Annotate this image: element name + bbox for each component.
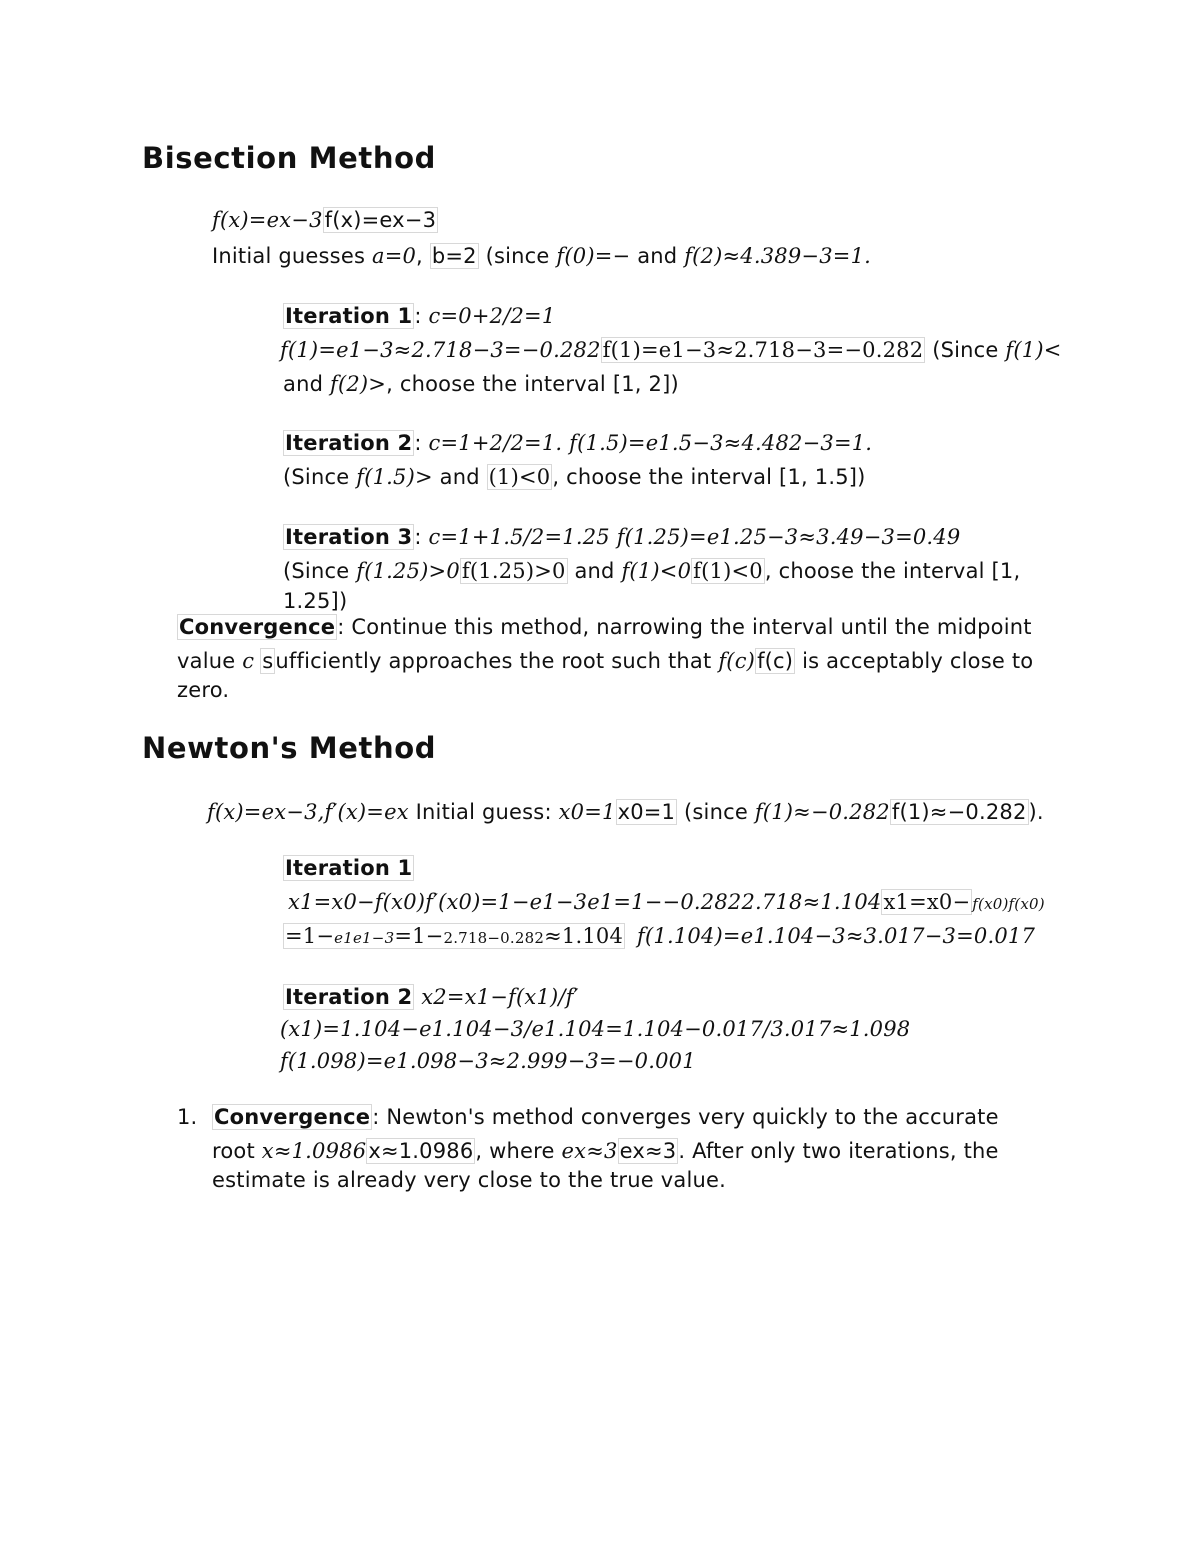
text: (since [677, 800, 755, 824]
bisection-heading: Bisection Method [142, 141, 436, 175]
math-f1: (1)<0 [488, 465, 551, 489]
math-render: f(1.25)>0 [461, 559, 566, 583]
text: , where [475, 1139, 562, 1163]
math-linear: f(c) [718, 649, 756, 673]
newton-iteration-1-eq-line-2 [283, 922, 1035, 952]
text: . After only two iterations, the [678, 1139, 999, 1163]
math-fval: f(1.098)=e1.098−3≈2.999−3=−0.001 [280, 1049, 696, 1073]
math-linear: x0=1 [558, 800, 616, 824]
math-f1: f(1)< [1005, 338, 1062, 362]
text: (Since [283, 559, 357, 583]
math-linear: x≈1.0986 [261, 1139, 367, 1163]
iteration-2-choose-line [283, 463, 866, 491]
iteration-label: Iteration 1 [285, 304, 413, 328]
text: ). [1028, 800, 1044, 824]
text: ≈1.104 [544, 924, 624, 948]
iteration-3-line [283, 523, 960, 551]
math-render: f(c) [757, 649, 794, 673]
iteration-label: Iteration 3 [285, 525, 413, 549]
math-linear: f(1.25)>0 [356, 559, 460, 583]
math-linear: x1=x0−f(x0)f′(x0)=1−e1−3e1=1−−0.2822.718≈1.104 [288, 890, 882, 914]
math-render: x≈1.0986 [368, 1139, 474, 1163]
math-render [283, 923, 625, 949]
text: and [630, 244, 685, 268]
newton-convergence-number: 1. [177, 1105, 198, 1129]
text: , choose the interval [1, 1.5]) [552, 465, 866, 489]
math-f0: f(0)=− [556, 244, 631, 268]
iteration-1-line [283, 302, 555, 330]
text: : [414, 431, 429, 455]
text: : [414, 304, 429, 328]
text: ufficiently approaches the root such that [275, 649, 719, 673]
newton-iteration-1-eq-line [288, 888, 1045, 918]
math-c: c=0+2/2=1 [428, 304, 556, 328]
text: Initial guesses [212, 244, 372, 268]
bisection-convergence-line-2 [177, 647, 1033, 675]
iteration-1-choose-line [283, 370, 679, 398]
math-eq: x2=x1−f(x1)/f′ [414, 985, 579, 1009]
text: =1− [285, 924, 335, 948]
text: : Continue this method, narrowing the interval until the midpoint [337, 615, 1032, 639]
math-linear: f(x)=ex−3 [212, 208, 323, 232]
bisection-convergence-line-3: zero. [177, 678, 230, 702]
iteration-label: Iteration 2 [285, 431, 413, 455]
math-render: f(1)=e1−3≈2.718−3=−0.282 [602, 338, 924, 362]
math-render: ex≈3 [619, 1139, 677, 1163]
text: is acceptably close to [795, 649, 1034, 673]
text: , choose the interval [1, [764, 559, 1021, 583]
newton-iteration-2-line [283, 983, 579, 1011]
math-c: c=1+1.5/2=1.25 [428, 525, 610, 549]
math-function: f(x)=ex−3,f′(x)=ex [207, 800, 409, 824]
newton-iteration-2-fval-line [280, 1047, 696, 1075]
newton-function-line [207, 798, 1044, 826]
math-eq: (x1)=1.104−e1.104−3/e1.104=1.104−0.017/3.017≈1.098 [280, 1017, 911, 1041]
newton-iteration-2-eq-line [280, 1015, 910, 1043]
math-linear: f(1)=e1−3≈2.718−3=−0.282 [280, 338, 601, 362]
initial-guesses-line [212, 242, 871, 270]
math-linear: ex≈3 [561, 1139, 618, 1163]
iteration-3-choose-tail: 1.25]) [283, 589, 348, 613]
math-render: x0=1 [617, 800, 676, 824]
newton-convergence-line-1 [212, 1103, 999, 1131]
text: (since [478, 244, 557, 268]
math-f15: f(1.5)> [356, 465, 433, 489]
iteration-label: Iteration 2 [285, 985, 413, 1009]
math-render: f(1)<0 [693, 559, 763, 583]
math-render-fraction: f(x0)f(x0) [972, 895, 1045, 913]
text: , choose the interval [1, 2]) [386, 372, 679, 396]
math-render-fraction: 2.718−0.282 [443, 929, 545, 947]
text: : Newton's method converges very quickly to the accurate [372, 1105, 999, 1129]
math-render-fraction: e1e1−3 [334, 929, 395, 947]
math-f2: f(2)≈4.389−3=1. [684, 244, 872, 268]
math-render: s [262, 649, 274, 673]
math-render: f(1)≈−0.282 [891, 800, 1027, 824]
math-b: b=2 [431, 244, 477, 268]
math-linear: f(1)<0 [621, 559, 692, 583]
text: (Since [283, 465, 357, 489]
newton-iteration-1-label-line [283, 854, 414, 882]
text: (Since [925, 338, 1006, 362]
convergence-label: Convergence [179, 615, 336, 639]
newton-heading: Newton's Method [142, 731, 437, 765]
math-linear: c [242, 649, 255, 673]
text: value [177, 649, 243, 673]
math-c: c=1+2/2=1. [428, 431, 563, 455]
math-linear: f(1)≈−0.282 [754, 800, 890, 824]
convergence-label: Convergence [214, 1105, 371, 1129]
math-f125: f(1.25)=e1.25−3≈3.49−3=0.49 [609, 525, 961, 549]
text: Initial guess: [408, 800, 559, 824]
newton-convergence-line-2 [212, 1137, 999, 1165]
iteration-3-choose-line [283, 557, 1020, 585]
text: =1− [394, 924, 444, 948]
math-f15: f(1.5)=e1.5−3≈4.482−3=1. [562, 431, 873, 455]
bisection-convergence-line-1 [177, 613, 1032, 641]
iteration-1-eval-line [280, 336, 1062, 364]
text: and [432, 465, 487, 489]
text: , [416, 244, 430, 268]
math-render: x1=x0− [883, 890, 971, 914]
math-f2: f(2)> [329, 372, 387, 396]
bisection-function-line [212, 206, 438, 234]
text: and [283, 372, 330, 396]
math-fval: f(1.104)=e1.104−3≈3.017−3=0.017 [637, 924, 1036, 948]
text: root [212, 1139, 262, 1163]
text: : [414, 525, 429, 549]
text: and [567, 559, 622, 583]
iteration-label: Iteration 1 [285, 856, 413, 880]
math-a: a=0 [371, 244, 417, 268]
iteration-2-line [283, 429, 872, 457]
newton-convergence-line-3: estimate is already very close to the true value. [212, 1168, 726, 1192]
math-render: f(x)=ex−3 [324, 208, 437, 232]
